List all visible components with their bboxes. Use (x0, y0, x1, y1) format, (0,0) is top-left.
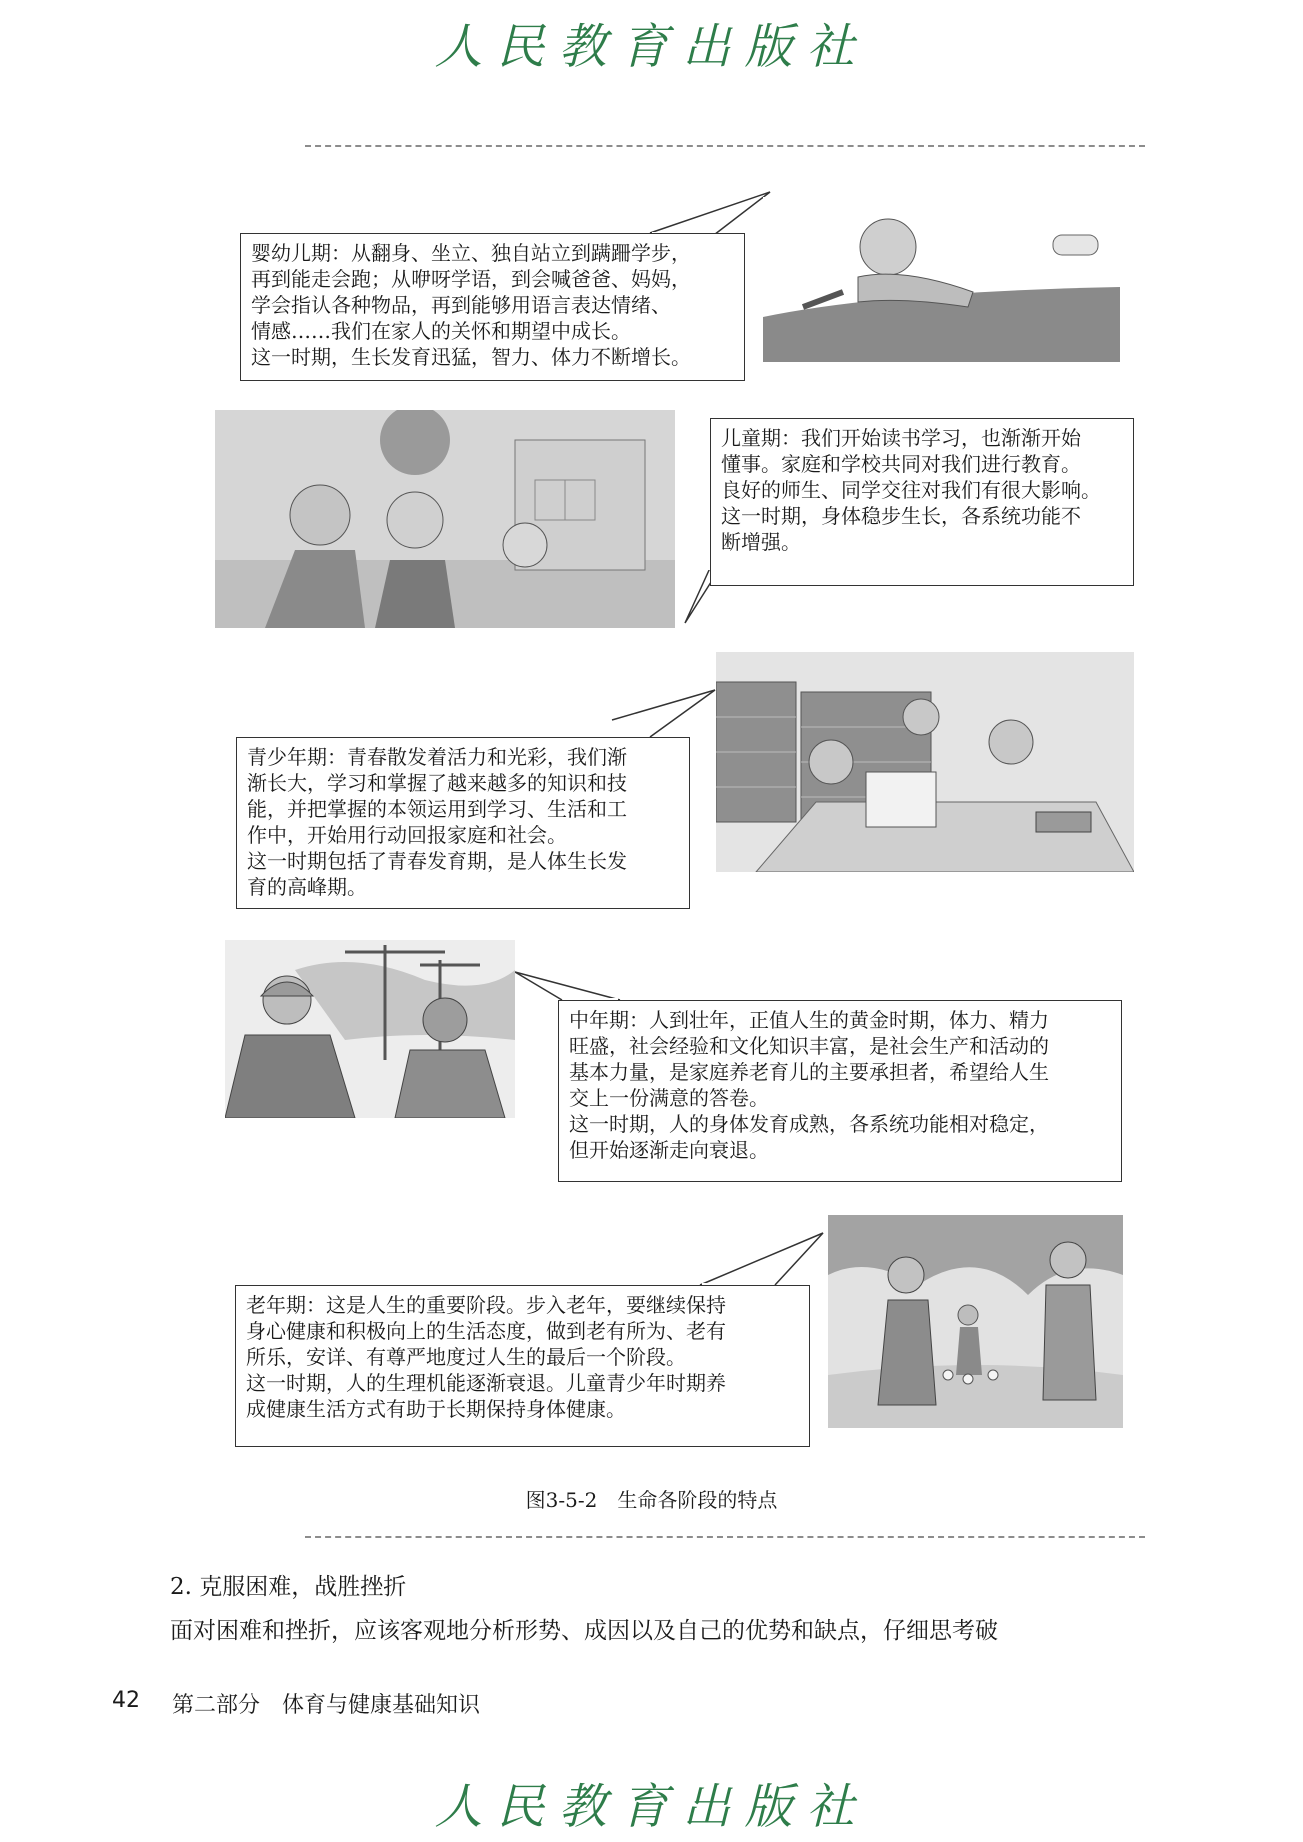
childhood-line-2: 懂事。家庭和学校共同对我们进行教育。 (721, 452, 1081, 476)
middle-age-line-2: 旺盛，社会经验和文化知识丰富，是社会生产和活动的 (569, 1034, 1049, 1058)
middle-age-illustration (225, 940, 515, 1118)
publisher-logo-bottom: 人民教育出版社 (434, 1779, 869, 1835)
adolescence-illustration (716, 652, 1134, 872)
middle-age-line-4: 交上一份满意的答卷。 (569, 1086, 769, 1110)
infancy-line-3: 学会指认各种物品，再到能够用语言表达情绪、 (251, 293, 671, 317)
old-age-line-4: 这一时期，人的生理机能逐渐衰退。儿童青少年时期养 (246, 1371, 726, 1395)
infancy-line-2: 再到能走会跑；从咿呀学语，到会喊爸爸、妈妈， (251, 267, 691, 291)
adolescence-line-3: 能，并把掌握的本领运用到学习、生活和工 (247, 797, 627, 821)
page-number: 42 (112, 1688, 140, 1713)
figure-caption: 图3-5-2 生命各阶段的特点 (525, 1488, 778, 1512)
adolescence-line-4: 作中，开始用行动回报家庭和社会。 (247, 823, 567, 847)
adolescence-line-1: 青少年期：青春散发着活力和光彩，我们渐 (247, 745, 627, 769)
childhood-line-1: 儿童期：我们开始读书学习，也渐渐开始 (721, 426, 1081, 450)
section-paragraph: 面对困难和挫折，应该客观地分析形势、成因以及自己的优势和缺点，仔细思考破 (170, 1618, 998, 1644)
pointer-old-age (700, 1233, 823, 1285)
infancy-textbox (240, 233, 745, 381)
infancy-illustration (763, 197, 1120, 362)
middle-age-textbox (558, 1000, 1122, 1182)
childhood-line-5: 断增强。 (721, 530, 801, 554)
childhood-line-4: 这一时期，身体稳步生长，各系统功能不 (721, 504, 1081, 528)
middle-age-line-3: 基本力量，是家庭养老育儿的主要承担者，希望给人生 (569, 1060, 1049, 1084)
old-age-textbox (235, 1285, 810, 1447)
infancy-line-5: 这一时期，生长发育迅猛，智力、体力不断增长。 (251, 345, 691, 369)
pointer-middle-age (515, 972, 620, 1000)
childhood-illustration (215, 410, 675, 628)
infancy-line-1: 婴幼儿期：从翻身、坐立、独自站立到蹒跚学步， (251, 241, 691, 265)
adolescence-line-2: 渐长大，学习和掌握了越来越多的知识和技 (247, 771, 627, 795)
middle-age-line-5: 这一时期，人的身体发育成熟，各系统功能相对稳定， (569, 1112, 1049, 1136)
old-age-line-1: 老年期：这是人生的重要阶段。步入老年，要继续保持 (246, 1293, 726, 1317)
section-heading: 2. 克服困难，战胜挫折 (170, 1574, 407, 1600)
adolescence-textbox (236, 737, 690, 909)
childhood-line-3: 良好的师生、同学交往对我们有很大影响。 (721, 478, 1101, 502)
pointer-infancy (650, 192, 770, 238)
top-dashed-divider (305, 145, 1145, 147)
pointer-adolescence (612, 690, 715, 737)
publisher-logo-top: 人民教育出版社 (434, 19, 869, 75)
adolescence-line-6: 育的高峰期。 (247, 875, 367, 899)
middle-age-line-1: 中年期：人到壮年，正值人生的黄金时期，体力、精力 (569, 1008, 1049, 1032)
old-age-illustration (828, 1215, 1123, 1428)
childhood-textbox (710, 418, 1134, 586)
adolescence-line-5: 这一时期包括了青春发育期，是人体生长发 (247, 849, 627, 873)
chapter-title: 第二部分 体育与健康基础知识 (172, 1693, 481, 1718)
old-age-line-2: 身心健康和积极向上的生活态度，做到老有所为、老有 (246, 1319, 726, 1343)
bottom-dashed-divider (305, 1536, 1145, 1538)
middle-age-line-6: 但开始逐渐走向衰退。 (569, 1138, 769, 1162)
old-age-line-5: 成健康生活方式有助于长期保持身体健康。 (246, 1397, 626, 1421)
infancy-line-4: 情感……我们在家人的关怀和期望中成长。 (251, 319, 631, 343)
old-age-line-3: 所乐，安详、有尊严地度过人生的最后一个阶段。 (246, 1345, 686, 1369)
